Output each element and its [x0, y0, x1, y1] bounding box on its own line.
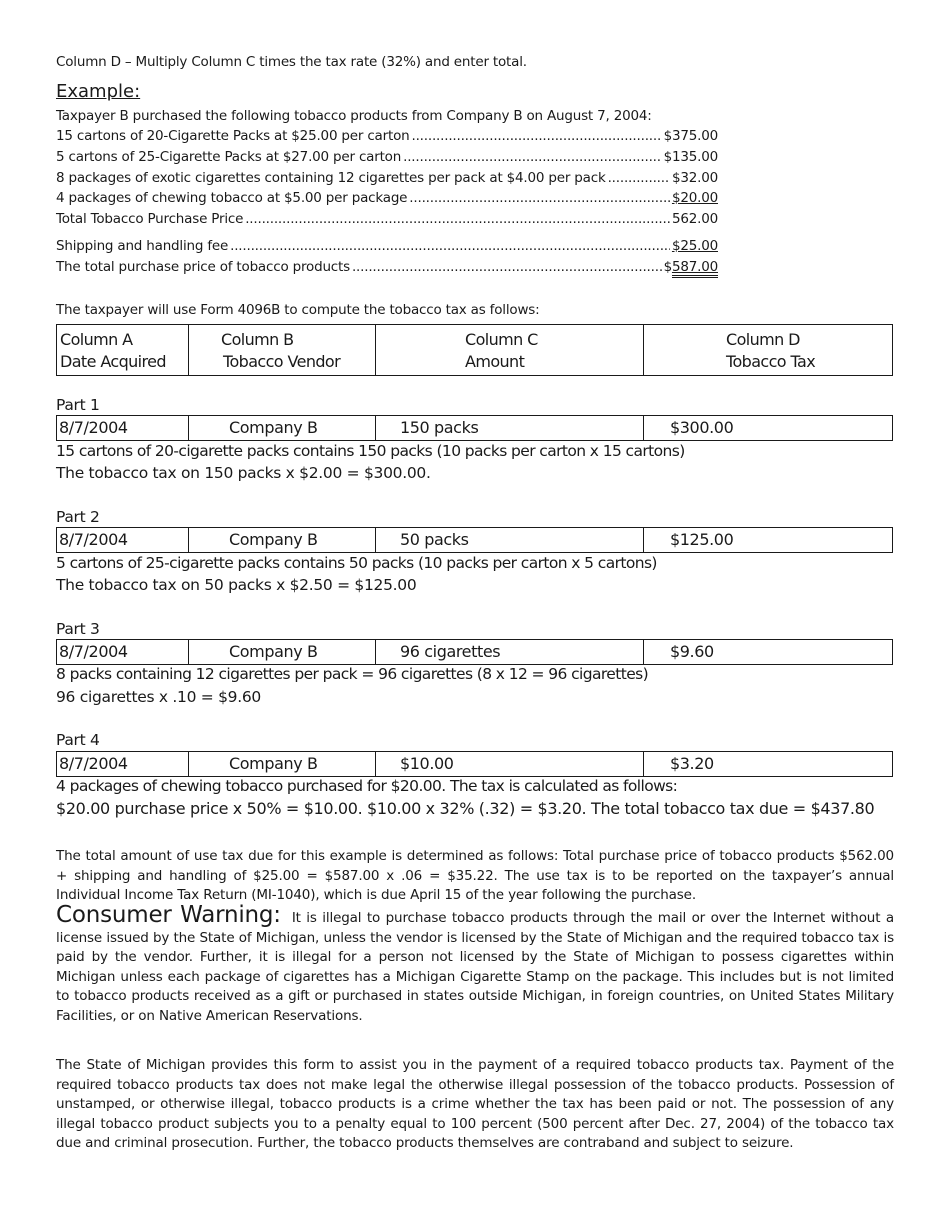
table-row	[56, 751, 893, 777]
use-tax-paragraph: The total amount of use tax due for this example is determined as follows: Total purchase price of tobacco products $562.00 + shipping and handling of $25.00 = $587.00 x .06 = $35.22. The use tax is to be reported on the taxpayer’s annual Individual Income Tax Return (MI-1040), which is due April 15 of the year following the purchase.	[56, 848, 894, 904]
table-row	[56, 527, 893, 553]
part-label: Part 2	[56, 508, 100, 526]
amount-cell: $10.00	[400, 754, 454, 773]
vendor-cell: Company B	[229, 418, 318, 437]
part-note: 15 cartons of 20-cigarette packs contains 150 packs (10 packs per carton x 15 cartons)	[56, 442, 685, 460]
example-heading: Example:	[56, 81, 141, 102]
purchase-item: 8 packages of exotic cigarettes containing 12 cigarettes per pack at $4.00 per pack ..... $32.00	[56, 170, 718, 186]
part-note: 8 packs containing 12 cigarettes per pack = 96 cigarettes (8 x 12 = 96 cigarettes)	[56, 665, 649, 683]
column-header-table	[56, 324, 893, 376]
date-cell: 8/7/2004	[59, 530, 128, 549]
purchase-item: 5 cartons of 25-Cigarette Packs at $27.00 per carton ..... $135.00	[56, 149, 718, 165]
part-label: Part 4	[56, 731, 100, 749]
amount-cell: 50 packs	[400, 530, 469, 549]
total-tax-due: $20.00 purchase price x 50% = $10.00. $10.00 x 32% (.32) = $3.20. The total tobacco tax due = $437.80	[56, 799, 875, 818]
total-purchase-price: Total Tobacco Purchase Price ..... 562.00	[56, 211, 718, 227]
date-cell: 8/7/2004	[59, 642, 128, 661]
header-column-a: Column A Date Acquired	[57, 325, 189, 375]
example-intro: Taxpayer B purchased the following tobacco products from Company B on August 7, 2004:	[56, 108, 652, 124]
vendor-cell: Company B	[229, 642, 318, 661]
table-row	[56, 639, 893, 665]
vendor-cell: Company B	[229, 530, 318, 549]
header-column-c: Column C Amount	[376, 325, 644, 375]
tax-cell: $125.00	[670, 530, 734, 549]
part-note: 5 cartons of 25-cigarette packs contains 50 packs (10 packs per carton x 5 cartons)	[56, 554, 657, 572]
part-note: The tobacco tax on 50 packs x $2.50 = $125.00	[56, 576, 417, 594]
state-paragraph: The State of Michigan provides this form to assist you in the payment of a required tobacco products tax. Payment of the required tobacco products tax does not make legal the otherwise illegal possession of the tobacco products. Possession of unstamped, or otherwise illegal, tobacco products is a crime whether the tax has been paid or not. The possession of any illegal tobacco product subjects you to a penalty equal to 100 percent (500 percent after Dec. 27, 2004) of the tobacco tax due and criminal prosecution. Further, the tobacco products themselves are contraband and subject to seizure.	[56, 1057, 894, 1152]
total-with-shipping: The total purchase price of tobacco products ..... $587.00	[56, 259, 718, 275]
header-column-b: Column B Tobacco Vendor	[189, 325, 376, 375]
header-column-d: Column D Tobacco Tax	[726, 330, 816, 371]
shipping-fee: Shipping and handling fee ..... $25.00	[56, 238, 718, 254]
amount-cell: 96 cigarettes	[400, 642, 501, 661]
part-note: 96 cigarettes x .10 = $9.60	[56, 688, 261, 706]
consumer-warning	[56, 902, 894, 1027]
form-intro: The taxpayer will use Form 4096B to compute the tobacco tax as follows:	[56, 302, 540, 318]
table-row	[56, 415, 893, 441]
column-d-instruction: Column D – Multiply Column C times the tax rate (32%) and enter total.	[56, 54, 527, 70]
date-cell: 8/7/2004	[59, 754, 128, 773]
tax-cell: $9.60	[670, 642, 714, 661]
purchase-item: 4 packages of chewing tobacco at $5.00 per package ..... $20.00	[56, 190, 718, 206]
part-label: Part 3	[56, 620, 100, 638]
part-note: The tobacco tax on 150 packs x $2.00 = $300.00.	[56, 464, 431, 482]
consumer-warning-title: Consumer Warning:	[56, 902, 281, 928]
tax-cell: $3.20	[670, 754, 714, 773]
tax-cell: $300.00	[670, 418, 734, 437]
part-note: 4 packages of chewing tobacco purchased for $20.00. The tax is calculated as follows:	[56, 777, 678, 795]
purchase-item: 15 cartons of 20-Cigarette Packs at $25.00 per carton ..... $375.00	[56, 128, 718, 144]
vendor-cell: Company B	[229, 754, 318, 773]
consumer-warning-text: It is illegal to purchase tobacco products through the mail or over the Internet without a license issued by the State of Michigan, unless the vendor is licensed by the State of Michigan and the required tobacco tax is paid by the vendor. Further, it is illegal for a person not licensed by the State of Michigan to possess cigarettes within Michigan unless each package of cigarettes has a Michigan Cigarette Stamp on the package. This includes but is not limited to tobacco products received as a gift or purchased in states outside Michigan, in foreign countries, on United States Military Facilities, or on Native American Reservations.	[56, 910, 894, 1024]
amount-cell: 150 packs	[400, 418, 479, 437]
date-cell: 8/7/2004	[59, 418, 128, 437]
part-label: Part 1	[56, 396, 100, 414]
